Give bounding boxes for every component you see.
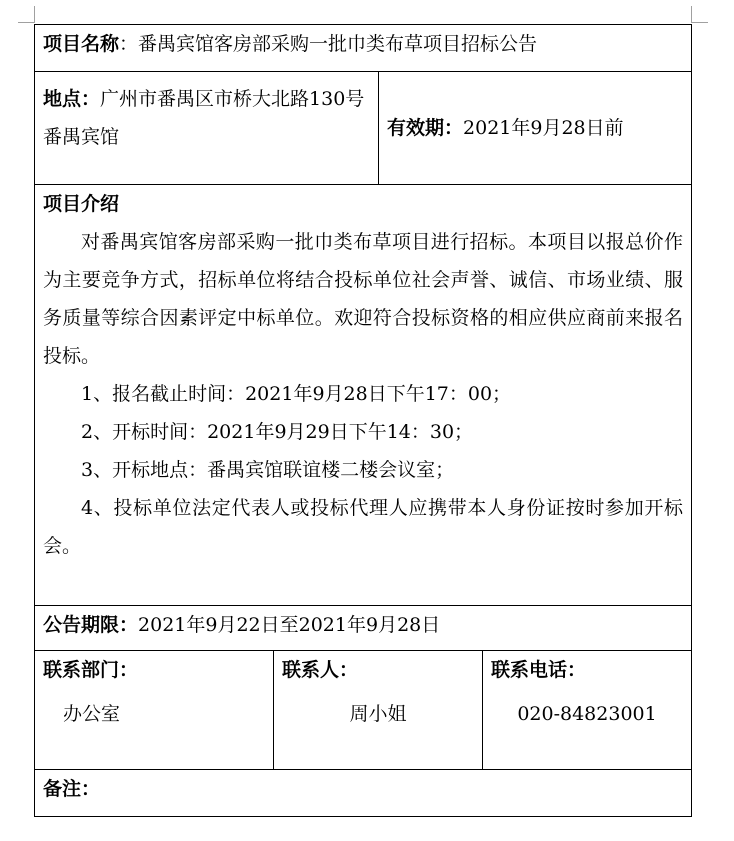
period-label: 公告期限： xyxy=(43,614,139,636)
project-name-label: 项目名称 xyxy=(43,33,120,55)
tender-notice-table xyxy=(34,24,692,817)
phone-value: 020-84823001 xyxy=(517,703,657,725)
person-value: 周小姐 xyxy=(349,703,407,725)
note-row xyxy=(35,770,692,817)
period-value: 2021年9月22日至2021年9月28日 xyxy=(138,614,441,636)
project-name-cell xyxy=(35,25,692,72)
attendance-requirement: 4、投标单位法定代表人或投标代理人应携带本人身份证按时参加开标会。 xyxy=(43,497,684,557)
department-cell xyxy=(35,651,274,770)
phone-label: 联系电话： xyxy=(491,659,587,681)
period-row xyxy=(35,606,692,651)
crop-mark-top-left xyxy=(18,6,35,23)
person-label: 联系人： xyxy=(282,659,359,681)
crop-mark-top-right xyxy=(691,6,708,23)
department-value: 办公室 xyxy=(63,703,121,725)
intro-heading: 项目介绍 xyxy=(43,193,120,215)
person-cell xyxy=(274,651,483,770)
period-cell xyxy=(35,606,692,651)
intro-paragraph: 对番禺宾馆客房部采购一批巾类布草项目进行招标。本项目以报总价作为主要竞争方式，招标单位将结合投标单位社会声誉、诚信、市场业绩、服务质量等综合因素评定中标单位。欢迎符合投标资格的相应供应商前来报名投标。 xyxy=(43,231,684,367)
bid-opening-time: 2、开标时间：2021年9月29日下午14：30； xyxy=(81,421,474,443)
phone-cell xyxy=(483,651,692,770)
location-row xyxy=(35,72,692,185)
project-name-value: ：番禺宾馆客房部采购一批巾类布草项目招标公告 xyxy=(119,33,538,55)
location-label: 地点： xyxy=(43,88,101,110)
validity-value: 2021年9月28日前 xyxy=(463,117,624,139)
intro-row xyxy=(35,185,692,606)
project-name-row xyxy=(35,25,692,72)
contact-row xyxy=(35,651,692,770)
registration-deadline: 1、报名截止时间：2021年9月28日下午17：00； xyxy=(81,383,512,405)
intro-cell xyxy=(35,185,692,606)
bid-opening-place: 3、开标地点：番禺宾馆联谊楼二楼会议室； xyxy=(81,459,455,481)
location-value: 广州市番禺区市桥大北路130号番禺宾馆 xyxy=(43,88,365,148)
location-cell xyxy=(35,72,379,185)
validity-cell xyxy=(379,72,692,185)
note-label: 备注： xyxy=(43,778,101,800)
department-label: 联系部门： xyxy=(43,659,139,681)
note-cell xyxy=(35,770,692,817)
validity-label: 有效期： xyxy=(387,117,464,139)
